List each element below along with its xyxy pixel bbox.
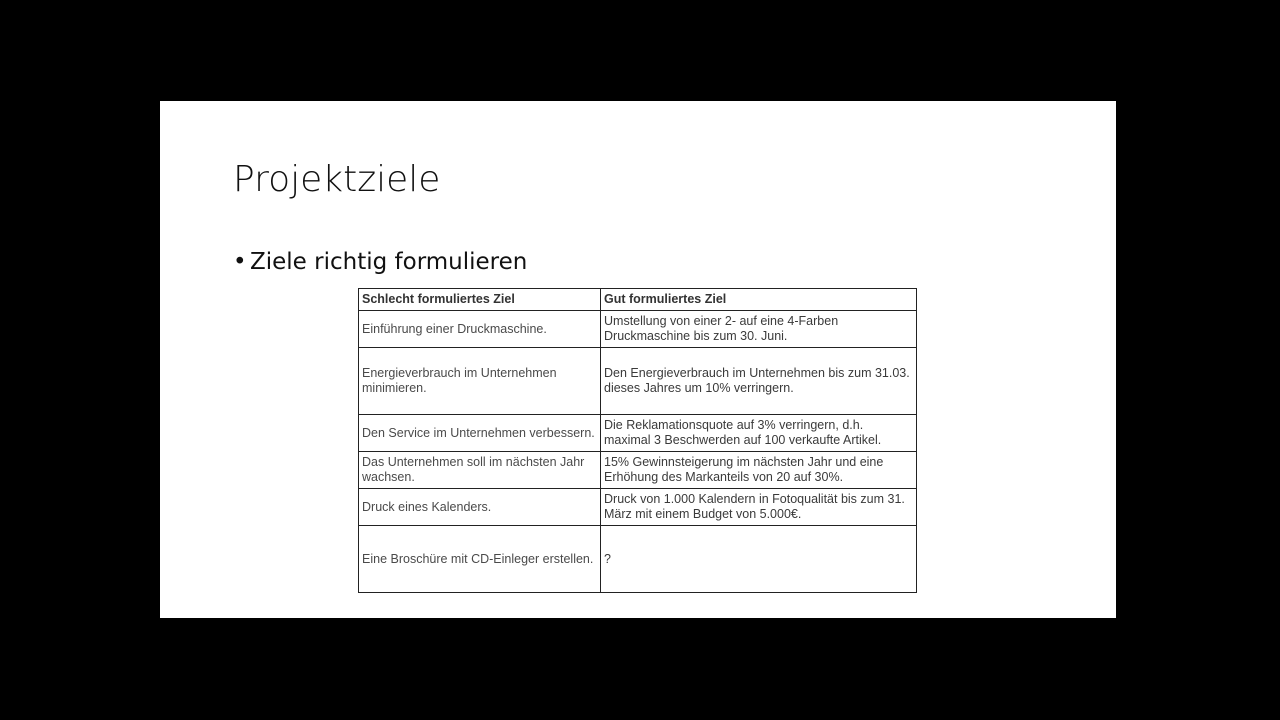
bad-goal-cell: Einführung einer Druckmaschine. — [359, 311, 601, 348]
good-goal-cell: Druck von 1.000 Kalendern in Fotoqualität bis zum 31. März mit einem Budget von 5.000€. — [601, 489, 917, 526]
bad-goal-cell: Den Service im Unternehmen verbessern. — [359, 415, 601, 452]
good-goal-cell: ? — [601, 526, 917, 593]
table-row — [359, 415, 917, 452]
table-row — [359, 311, 917, 348]
table-row — [359, 526, 917, 593]
header-good-goal: Gut formuliertes Ziel — [601, 289, 917, 311]
bullet-item — [233, 247, 527, 277]
bullet-dot: • — [233, 249, 247, 275]
table-row — [359, 452, 917, 489]
good-goal-cell: 15% Gewinnsteigerung im nächsten Jahr und eine Erhöhung des Markanteils von 20 auf 30%. — [601, 452, 917, 489]
bad-goal-cell: Energieverbrauch im Unternehmen minimieren. — [359, 348, 601, 415]
table-row — [359, 489, 917, 526]
goals-table — [358, 288, 917, 593]
good-goal-cell: Den Energieverbrauch im Unternehmen bis zum 31.03. dieses Jahres um 10% verringern. — [601, 348, 917, 415]
bad-goal-cell: Eine Broschüre mit CD-Einleger erstellen. — [359, 526, 601, 593]
slide-title: Projektziele — [233, 159, 441, 200]
table-header-row — [359, 289, 917, 311]
bad-goal-cell: Druck eines Kalenders. — [359, 489, 601, 526]
good-goal-cell: Umstellung von einer 2- auf eine 4-Farben Druckmaschine bis zum 30. Juni. — [601, 311, 917, 348]
good-goal-cell: Die Reklamationsquote auf 3% verringern, d.h. maximal 3 Beschwerden auf 100 verkaufte Artikel. — [601, 415, 917, 452]
bullet-text: Ziele richtig formulieren — [250, 249, 528, 275]
bad-goal-cell: Das Unternehmen soll im nächsten Jahr wachsen. — [359, 452, 601, 489]
table-row — [359, 348, 917, 415]
slide — [160, 101, 1116, 618]
header-bad-goal: Schlecht formuliertes Ziel — [359, 289, 601, 311]
